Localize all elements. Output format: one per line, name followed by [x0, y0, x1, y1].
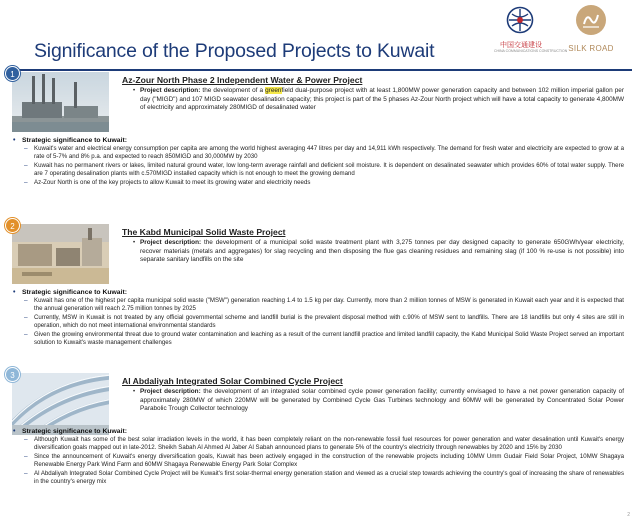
bullet-icon: • — [133, 389, 136, 395]
bullet-icon: – — [24, 297, 28, 304]
silk-road-logo — [560, 4, 622, 60]
project-1-title: Az-Zour North Phase 2 Independent Water & Power Project — [122, 75, 363, 85]
bullet-icon: • — [133, 240, 136, 246]
list-item: – Az-Zour North is one of the key projects to allow Kuwait to meet its growing water and electricity needs — [24, 178, 311, 186]
bullet-icon: • — [13, 137, 16, 144]
project-2-bullets — [22, 297, 624, 347]
project-2-number-badge: 2 — [5, 218, 20, 233]
bullet-icon: – — [24, 313, 28, 321]
project-1-significance: • Strategic significance to Kuwait: – Kuwait's water and electrical energy consumption per capita are among the world highest averaging 447 litres per day and 14,911 kWh respectively. The demand for fresh water and electricity are expected to grow at a rate of 5-7% and 8% p.a. and expected to reach 850MIGD and 30,000MW by 2030 – Kuwait has no permanent rivers or lakes, limited natural ground water, low long-term average rainfall and deficient soil moisture. It is dependent on desalinated seawater which provides 60% of total water supply. There are 7 operating desalination plants with c.570MIGD installed capacity which is not enough to meet the growing demand – Az-Zour North is one of the key projects to allow Kuwait to meet its growing water and electricity needs — [13, 137, 624, 186]
waste-plant-image — [12, 224, 109, 284]
project-3-bullets — [22, 436, 624, 486]
project-1-bullets — [22, 145, 624, 187]
page-title: Significance of the Proposed Projects to Kuwait — [34, 40, 435, 62]
crcc-logo — [494, 4, 568, 60]
list-item: – Al Abdaliyah Integrated Solar Combined Cycle Project will be Kuwait's first solar-thermal energy generation station and viewed as a crucial step towards achieving the country's goal of increasing the share of renewables in the country's energy mix — [24, 469, 624, 486]
bullet-icon: • — [133, 88, 136, 94]
silk-road-name: SILK ROAD — [568, 44, 614, 53]
title-divider — [8, 69, 632, 71]
silk-road-logo-icon — [575, 4, 607, 36]
list-item: – Although Kuwait has some of the best solar irradiation levels in the world, it has been completely reliant on the non-renewable fossil fuel resources for power generation and water desalination until Kuwait's energy diversification goals mapped out in late-2012. Sheikh Sabah Al Ahmed Al Jaber Al Sabah announced plans to generate 5% of the country's electricity through renewables by 2020 and 15% by 2030 — [24, 436, 624, 452]
project-1-number-badge: 1 — [5, 66, 20, 81]
list-item: – Kuwait has no permanent rivers or lakes, limited natural ground water, low long-term average rainfall and deficient soil moisture. It is dependent on desalinated seawater which provides 60% of total water supply. There are 7 operating desalination plants with c.570MIGD installed capacity which is not enough to meet the growing demand — [24, 161, 624, 178]
bullet-icon: – — [24, 330, 28, 338]
project-3-title: Al Abdaliyah Integrated Solar Combined Cycle Project — [122, 376, 343, 386]
power-plant-image — [12, 72, 109, 132]
project-3-significance: • Strategic significance to Kuwait: – Although Kuwait has some of the best solar irradiation levels in the world, it has been completely reliant on the non-renewable fossil fuel resources for power generation and water desalination until Kuwait's energy diversification goals mapped out in late-2012. Sheikh Sabah Al Ahmed Al Jaber Al Sabah announced plans to generate 5% of the country's electricity through renewables by 2020 and 15% by 2030 – Since the announcement of Kuwait's energy diversification goals, Kuwait has been actively engaged in the construction of the renewable projects including 10MW Umm Gudair Field Solar Project, 10MW Shagaya Renewable Energy Park Wind Farm and 60MW Shagaya Renewable Energy Park Solar Complex – Al Abdaliyah Integrated Solar Combined Cycle Project will be Kuwait's first solar-thermal energy generation station and viewed as a crucial step towards achieving the country's goal of increasing the share of renewables in the country's energy mix — [13, 428, 624, 486]
list-item: – Currently, MSW in Kuwait is not treated by any official governmental scheme and landfill burial is the prevalent disposal method with c.90% of MSW sent to landfills. There are 18 landfills but only 4 sites are still in operation, which do not meet international environmental standards — [24, 313, 624, 330]
crcc-english-name: CHINA COMMUNICATIONS CONSTRUCTION — [494, 49, 568, 53]
bullet-icon: – — [24, 178, 28, 186]
project-1-photo — [12, 72, 109, 132]
list-item: – Kuwait's water and electrical energy consumption per capita are among the world highest averaging 447 litres per day and 14,911 kWh respectively. The demand for fresh water and electricity are expected to grow at a rate of 5-7% and 8% p.a. and expected to reach 850MIGD and 30,000MW by 2030 — [24, 145, 624, 161]
bullet-icon: – — [24, 161, 28, 169]
project-1-description: • Project description: the development of a greenfield dual-purpose project with at least 1,800MW power generation capacity and between 102 million imperial gallon per day ("MIGD") and 107 MIGD seawater desalination capacity; this project is part of the 5 phases Az-Zour North project which will have a total capacity to generate 4,800MW of electricity and approximately 280MIGD of desalinated water — [133, 87, 624, 112]
project-2-description: • Project description: the development of a municipal solid waste treatment plant with 3,275 tonnes per day designed capacity to generate 650GWh/year electricity, recover materials (metals and aggregates) for slag recycling and then disposing the flue gas cleaning residues and remaining slag (if 100 % re-use is not possible) into separate sanitary landfills on the site — [133, 239, 624, 264]
project-3-photo — [12, 373, 109, 435]
page-number: 2 — [627, 512, 630, 518]
project-2-title: The Kabd Municipal Solid Waste Project — [122, 227, 286, 237]
solar-trough-image — [12, 373, 109, 435]
list-item: – Given the growing environmental threat due to ground water contamination and leaching as a result of the current landfill practice and limited landfill capacity, the Kabd Municipal Solid Waste Project served an important solution to Kuwait's waste management challenges — [24, 330, 624, 347]
project-3-number-badge: 3 — [5, 367, 20, 382]
list-item: – Kuwait has one of the highest per capita municipal solid waste ("MSW") generation reaching 1.4 to 1.5 kg per day. Currently, more than 2 million tonnes of MSW is generated in Kuwait each year and it is expected that the annual generation will reach 2.75 million tonnes by 2025 — [24, 297, 624, 313]
project-2-photo — [12, 224, 109, 284]
bullet-icon: – — [24, 469, 28, 477]
crcc-logo-icon — [506, 6, 534, 34]
crcc-chinese-name: 中国交通建设 — [500, 42, 542, 49]
project-3-description: • Project description: the development of an integrated solar combined cycle power generation facility; currently envisaged to have a net power generation capacity of approximately 280MW of which 220MW will be generated by Combined Cycle Gas Turbines technology and 60MW will be generated by Concentrated Solar Power Parabolic Trough Collector technology — [133, 388, 624, 413]
project-2-significance: • Strategic significance to Kuwait: – Kuwait has one of the highest per capita municipal solid waste ("MSW") generation reaching 1.4 to 1.5 kg per day. Currently, more than 2 million tonnes of MSW is generated in Kuwait each year and it is expected that the annual generation will reach 2.75 million tonnes by 2025 – Currently, MSW in Kuwait is not treated by any official governmental scheme and landfill burial is the prevalent disposal method with c.90% of MSW sent to landfills. There are 18 landfills but only 4 sites are still in operation, which do not meet international environmental standards – Given the growing environmental threat due to ground water contamination and leaching as a result of the current landfill practice and limited landfill capacity, the Kabd Municipal Solid Waste Project served an important solution to Kuwait's waste management challenges — [13, 289, 624, 347]
highlighted-text: green — [265, 87, 282, 94]
bullet-icon: • — [13, 428, 16, 435]
list-item: – Since the announcement of Kuwait's energy diversification goals, Kuwait has been actively engaged in the construction of the renewable projects including 10MW Umm Gudair Field Solar Project, 10MW Shagaya Renewable Energy Park Wind Farm and 60MW Shagaya Renewable Energy Park Solar Complex — [24, 452, 624, 469]
bullet-icon: – — [24, 452, 28, 460]
bullet-icon: – — [24, 436, 28, 443]
bullet-icon: • — [13, 289, 16, 296]
bullet-icon: – — [24, 145, 28, 152]
